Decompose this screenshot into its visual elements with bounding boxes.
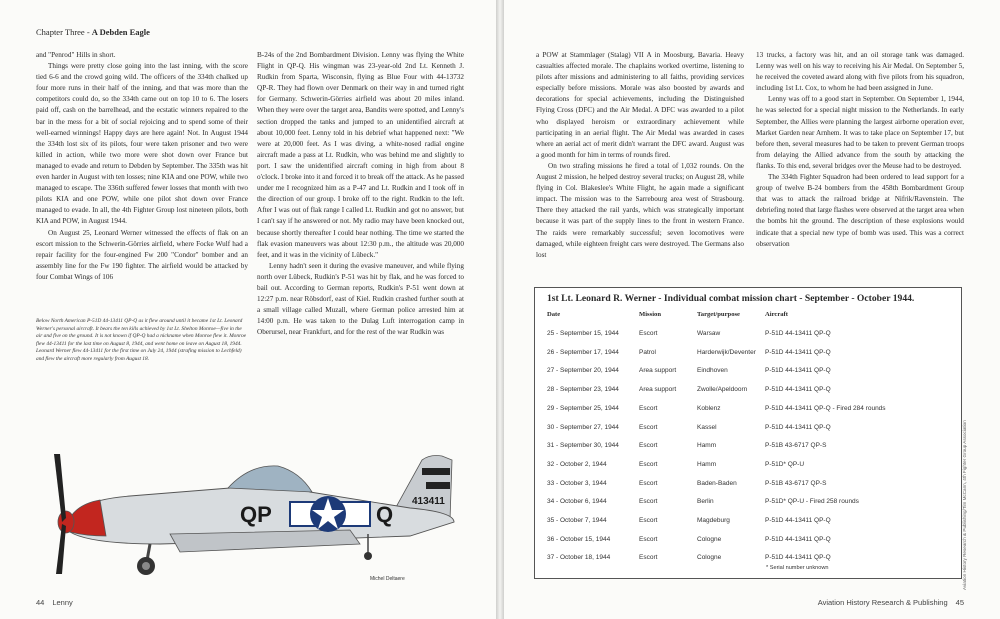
left-page	[0, 0, 496, 619]
cell-mission: Patrol	[639, 348, 656, 356]
mission-chart	[534, 287, 962, 579]
gutter	[496, 0, 504, 619]
image-caption: Below North American P-51D 44-13411 QP-Q as it flew around until it became 1st Lt. Leonard Werner's personal aircraft. It bears the ten kills achieved by 1st Lt. Shelton Monroe—five in the air and five on the ground. It is not known if QP-Q had a nickname when Monroe flew it. Monroe flew 44-13411 for the last time on August 8, 1944, and went home on leave on August 18, 1944. Leonard Werner flew 44-13411 for the first time on July 24, 1944 (strafing mission to Lechfeld) and flew the aircraft more regularly from August 18.	[36, 318, 247, 362]
cell-target: Harderwijk/Deventer	[697, 348, 756, 356]
paragraph: On August 25, Leonard Werner witnessed the effects of flak on an escort mission to the Schwerin-Görries airfield, where Focke Wulf had a repair facility for the four-engined Fw 200 "Condor" bomber and an assembly line for the Fw 190 fighter. The airfield would be attacked by four Combat Wings of 106	[36, 228, 248, 281]
chart-footnote: * Serial number unknown	[766, 565, 829, 571]
cell-mission: Area support	[639, 386, 677, 394]
table-row	[547, 517, 957, 535]
cell-date: 37 - October 18, 1944	[547, 554, 611, 562]
table-row	[547, 498, 957, 516]
cell-date: 30 - September 27, 1944	[547, 423, 619, 431]
cell-target: Koblenz	[697, 404, 721, 412]
column-header-mission: Mission	[639, 311, 661, 318]
table-row	[547, 330, 957, 348]
cell-mission: Escort	[639, 479, 658, 487]
chapter-title: A Debden Eagle	[91, 27, 150, 37]
artist-credit: Michel Deltaere	[370, 576, 405, 582]
cell-aircraft: P-51D 44-13411 QP-Q	[765, 330, 831, 337]
cell-date: 34 - October 6, 1944	[547, 498, 607, 506]
cell-date: 36 - October 15, 1944	[547, 535, 611, 543]
table-row	[547, 349, 957, 367]
cell-aircraft: P-51D 44-13411 QP-Q	[765, 535, 831, 543]
fuselage-code-left: QP	[240, 502, 272, 527]
cell-aircraft: P-51D 44-13411 QP-Q	[765, 517, 831, 524]
cell-target: Eindhoven	[697, 367, 728, 375]
cell-mission: Escort	[639, 554, 658, 562]
paragraph: Things were pretty close going into the last inning, with the score tied 6-6 and the crowd going wild. The officers of the 334th chalked up four more runs in their half of the inning, and that was more than the competitors could do, so the 334th came out on top 10 to 6. The losers paid off, cash on the barrelhead, and the ecstatic winners repaired to the bar in the mess for a bit of social rejoicing and to spend some of their well-earned winnings! Happy days are here again! Not. In August 1944 the 334th lost six of its pilots, four were taken prisoner and two were killed in action, while two more were shot down over France but managed to evade and return to Debden by September. The 335th was hit even harder in August with ten losses; nine KIA and one POW, while two managed to escape. The 336th suffered fewer losses that month with two pilots KIA and one POW, while one pilot shot down over France managed to evade. In all, the 4th Fighter Group lost nineteen pilots, both KIA and POW, in August 1944.	[36, 62, 248, 226]
cell-date: 26 - September 17, 1944	[547, 348, 619, 356]
paragraph: Lenny hadn't seen it during the evasive maneuver, and while flying north over Lübeck, Rudkin's P-51 was hit by flak, and he was forced to bail out. According to German reports, Rudkin's P-51 went down at 12:27 p.m. near Röbsdorf, east of Kiel. Rudkin crashed further south at a small village called Muzall, where German police arrested him at 14:00 p.m. He was taken to the Dulag Luft interrogation camp in Oberursel, near Frankfurt, and for the rest of the war Rudkin was	[257, 261, 464, 337]
folio-label: Lenny	[52, 598, 73, 607]
cell-date: 25 - September 15, 1944	[547, 330, 619, 337]
cell-target: Magdeburg	[697, 517, 730, 524]
cell-mission: Escort	[639, 423, 658, 431]
cell-target: Warsaw	[697, 330, 721, 337]
cell-date: 29 - September 25, 1944	[547, 404, 619, 412]
table-row	[547, 536, 957, 554]
cell-target: Hamm	[697, 442, 717, 450]
paragraph: Lenny was off to a good start in September. On September 1, 1944, he was selected for a special night mission to the Netherlands. In early September, the Allies were planning the largest airborne operation ever, Market Garden near Arnhem. It was to take place on September 17, but before then, several measures had to be taken to prevent German troops from delaying the Allied advance from the south by attacking the flanks. To this end, several bridges over the Meuse had to be destroyed.	[756, 95, 964, 170]
text-column-4	[756, 50, 964, 250]
cell-date: 33 - October 3, 1944	[547, 479, 607, 487]
running-head	[36, 27, 150, 37]
column-header-target: Target/purpose	[697, 311, 740, 318]
cell-aircraft: P-51B 43-6717 QP-S	[765, 479, 827, 487]
cell-aircraft: P-51D 44-13411 QP-Q	[765, 386, 831, 394]
table-row	[547, 554, 957, 572]
cell-target: Berlin	[697, 498, 714, 506]
table-row	[547, 442, 957, 460]
table-row	[547, 405, 957, 423]
folio-right	[818, 598, 964, 607]
cell-mission: Escort	[639, 404, 658, 412]
text-column-2	[257, 50, 464, 338]
paragraph: a POW at Stammlager (Stalag) VII A in Moosburg, Bavaria. Heavy casualties affected morale. The chaplains worked overtime, listening to pilots after missions and administering to all faiths, providing services especially before missions. Morale was also boosted by awards and decorations for special achievements, including the Distinguished Flying Cross (DFC) and the Air Medal. A DFC was awarded to a pilot who displayed heroism or extraordinary achievement while participating in an aerial flight. The Air Medal was awarded in cases where an aerial act of merit didn't warrant the DFC award. August was a good month for him in terms of rounds fired.	[536, 51, 744, 159]
cell-aircraft: P-51D 44-13411 QP-Q	[765, 423, 831, 431]
cell-target: Kassel	[697, 423, 717, 431]
cell-date: 31 - September 30, 1944	[547, 442, 619, 450]
fuselage-code-right: Q	[376, 502, 394, 527]
folio-left	[36, 598, 73, 607]
folio-label: Aviation History Research & Publishing	[817, 598, 948, 607]
table-row	[547, 480, 957, 498]
text-column-3	[536, 50, 744, 261]
chart-title: 1st Lt. Leonard R. Werner - Individual combat mission chart - September - October 1944.	[547, 293, 915, 304]
cell-date: 35 - October 7, 1944	[547, 517, 607, 524]
cell-aircraft: P-51D 44-13411 QP-Q	[765, 348, 831, 356]
paragraph: and "Penrod" Hills in short.	[36, 51, 116, 59]
paragraph: The 334th Fighter Squadron had been ordered to lead support for a group of twelve B-24 bombers from the 458th Bombardment Group that was to attack the railroad bridge at Nifrik/Ravenstein. The debriefing noted that large flashes were observed at the target area when the bombs hit the ground. The description of these explosions would indicate that a special new type of bomb was used. This was a correct observation	[756, 173, 964, 248]
text-column-1	[36, 50, 248, 283]
cell-date: 27 - September 20, 1944	[547, 367, 619, 375]
cell-aircraft: P-51D* QP-U	[765, 460, 805, 468]
cell-mission: Escort	[639, 330, 658, 337]
page-number: 45	[955, 598, 964, 607]
cell-target: Cologne	[697, 535, 722, 543]
page-number: 44	[36, 598, 45, 607]
cell-target: Zwolle/Apeldoorn	[697, 386, 748, 394]
cell-aircraft: P-51B 43-6717 QP-S	[765, 442, 827, 450]
cell-target: Hamm	[697, 460, 717, 468]
cell-mission: Escort	[639, 498, 658, 506]
column-header-date: Date	[547, 311, 561, 318]
cell-date: 32 - October 2, 1944	[547, 460, 607, 468]
chapter-label: Chapter Three -	[36, 27, 92, 37]
cell-mission: Escort	[639, 535, 658, 543]
paragraph: 13 trucks, a factory was hit, and an oil storage tank was damaged. Lenny was well on his way to receiving his Air Medal. On September 5, he received the coveted award along with five pilots from his squadron, including 1st Lt. Cox, to whom he had been assigned in June.	[756, 51, 964, 93]
p51-mustang-illustration	[50, 448, 470, 578]
cell-target: Baden-Baden	[697, 479, 737, 487]
paragraph: On two strafing missions he fired a total of 1,032 rounds. On the August 2 mission, he helped destroy several trucks; on August 28, while flying in Col. Blakeslee's White Flight, he again made a significant impact. The mission was to the Sarrebourg area west of Strasbourg. There they attacked the rail yards, which was strategically important because it was part of the supply lines to the front in western France. The raids were remarkably successful; seven locomotives were damaged, while eighteen freight cars were destroyed. The Germans also lost	[536, 161, 744, 259]
side-credit: Aviation History Research & Publishing/Tim McCann, 4th Fighter Group Association	[962, 420, 967, 590]
cell-mission: Escort	[639, 517, 658, 524]
tail-serial: 413411	[412, 496, 445, 507]
cell-aircraft: P-51D 44-13411 QP-Q	[765, 554, 831, 562]
table-row	[547, 367, 957, 385]
table-row	[547, 424, 957, 442]
table-row	[547, 461, 957, 479]
cell-mission: Escort	[639, 460, 658, 468]
cell-date: 28 - September 23, 1944	[547, 386, 619, 394]
cell-aircraft: P-51D 44-13411 QP-Q - Fired 284 rounds	[765, 404, 886, 412]
cell-target: Cologne	[697, 554, 722, 562]
cell-mission: Escort	[639, 442, 658, 450]
table-row	[547, 386, 957, 404]
paragraph: B-24s of the 2nd Bombardment Division. Lenny was flying the White Flight in QP-Q. His wingman was 23-year-old 2nd Lt. Kenneth J. Rudkin from Sparta, Wisconsin, flying as Blue Four with 44-13732 QP-R. They had flown over Denmark on their way in and turned right for Germany. Schwerin-Görries airfield was about 20 miles inland. When they were over the target area, Bandits were spotted, and Lenny's section dropped the tanks and jumped to an unidentified aircraft at about 10,000 feet. Lenny told in his debrief what happened next: "We were at 20,000 feet. As I was diving, a white-nosed radial engine aircraft made a pass at Lt. Rudkin, who was behind me and slightly to port. I saw the unidentified aircraft coming in high from about 8 o'clock. I broke into it and forced it to break off the attack. As he passed under me I recognized him as a P-47 and Lt. Rudkin and I took off in the direction of our group. I broke off to the right. Rudkin to the left. After I was out of flak range I called Lt. Rudkin and got no answer, but I can't say if he answered or not. My radio may have been knocked out, because shortly thereafter I could hear nothing. The time we started the flak evasion maneuvers was about 12:30 p.m., the altitude was 20,000 feet, and it was in the vicinity of Lübeck."	[257, 51, 464, 259]
cell-mission: Area support	[639, 367, 677, 375]
cell-aircraft: P-51D* QP-U - Fired 258 rounds	[765, 498, 859, 506]
column-header-aircraft: Aircraft	[765, 311, 788, 318]
cell-aircraft: P-51D 44-13411 QP-Q	[765, 367, 831, 375]
